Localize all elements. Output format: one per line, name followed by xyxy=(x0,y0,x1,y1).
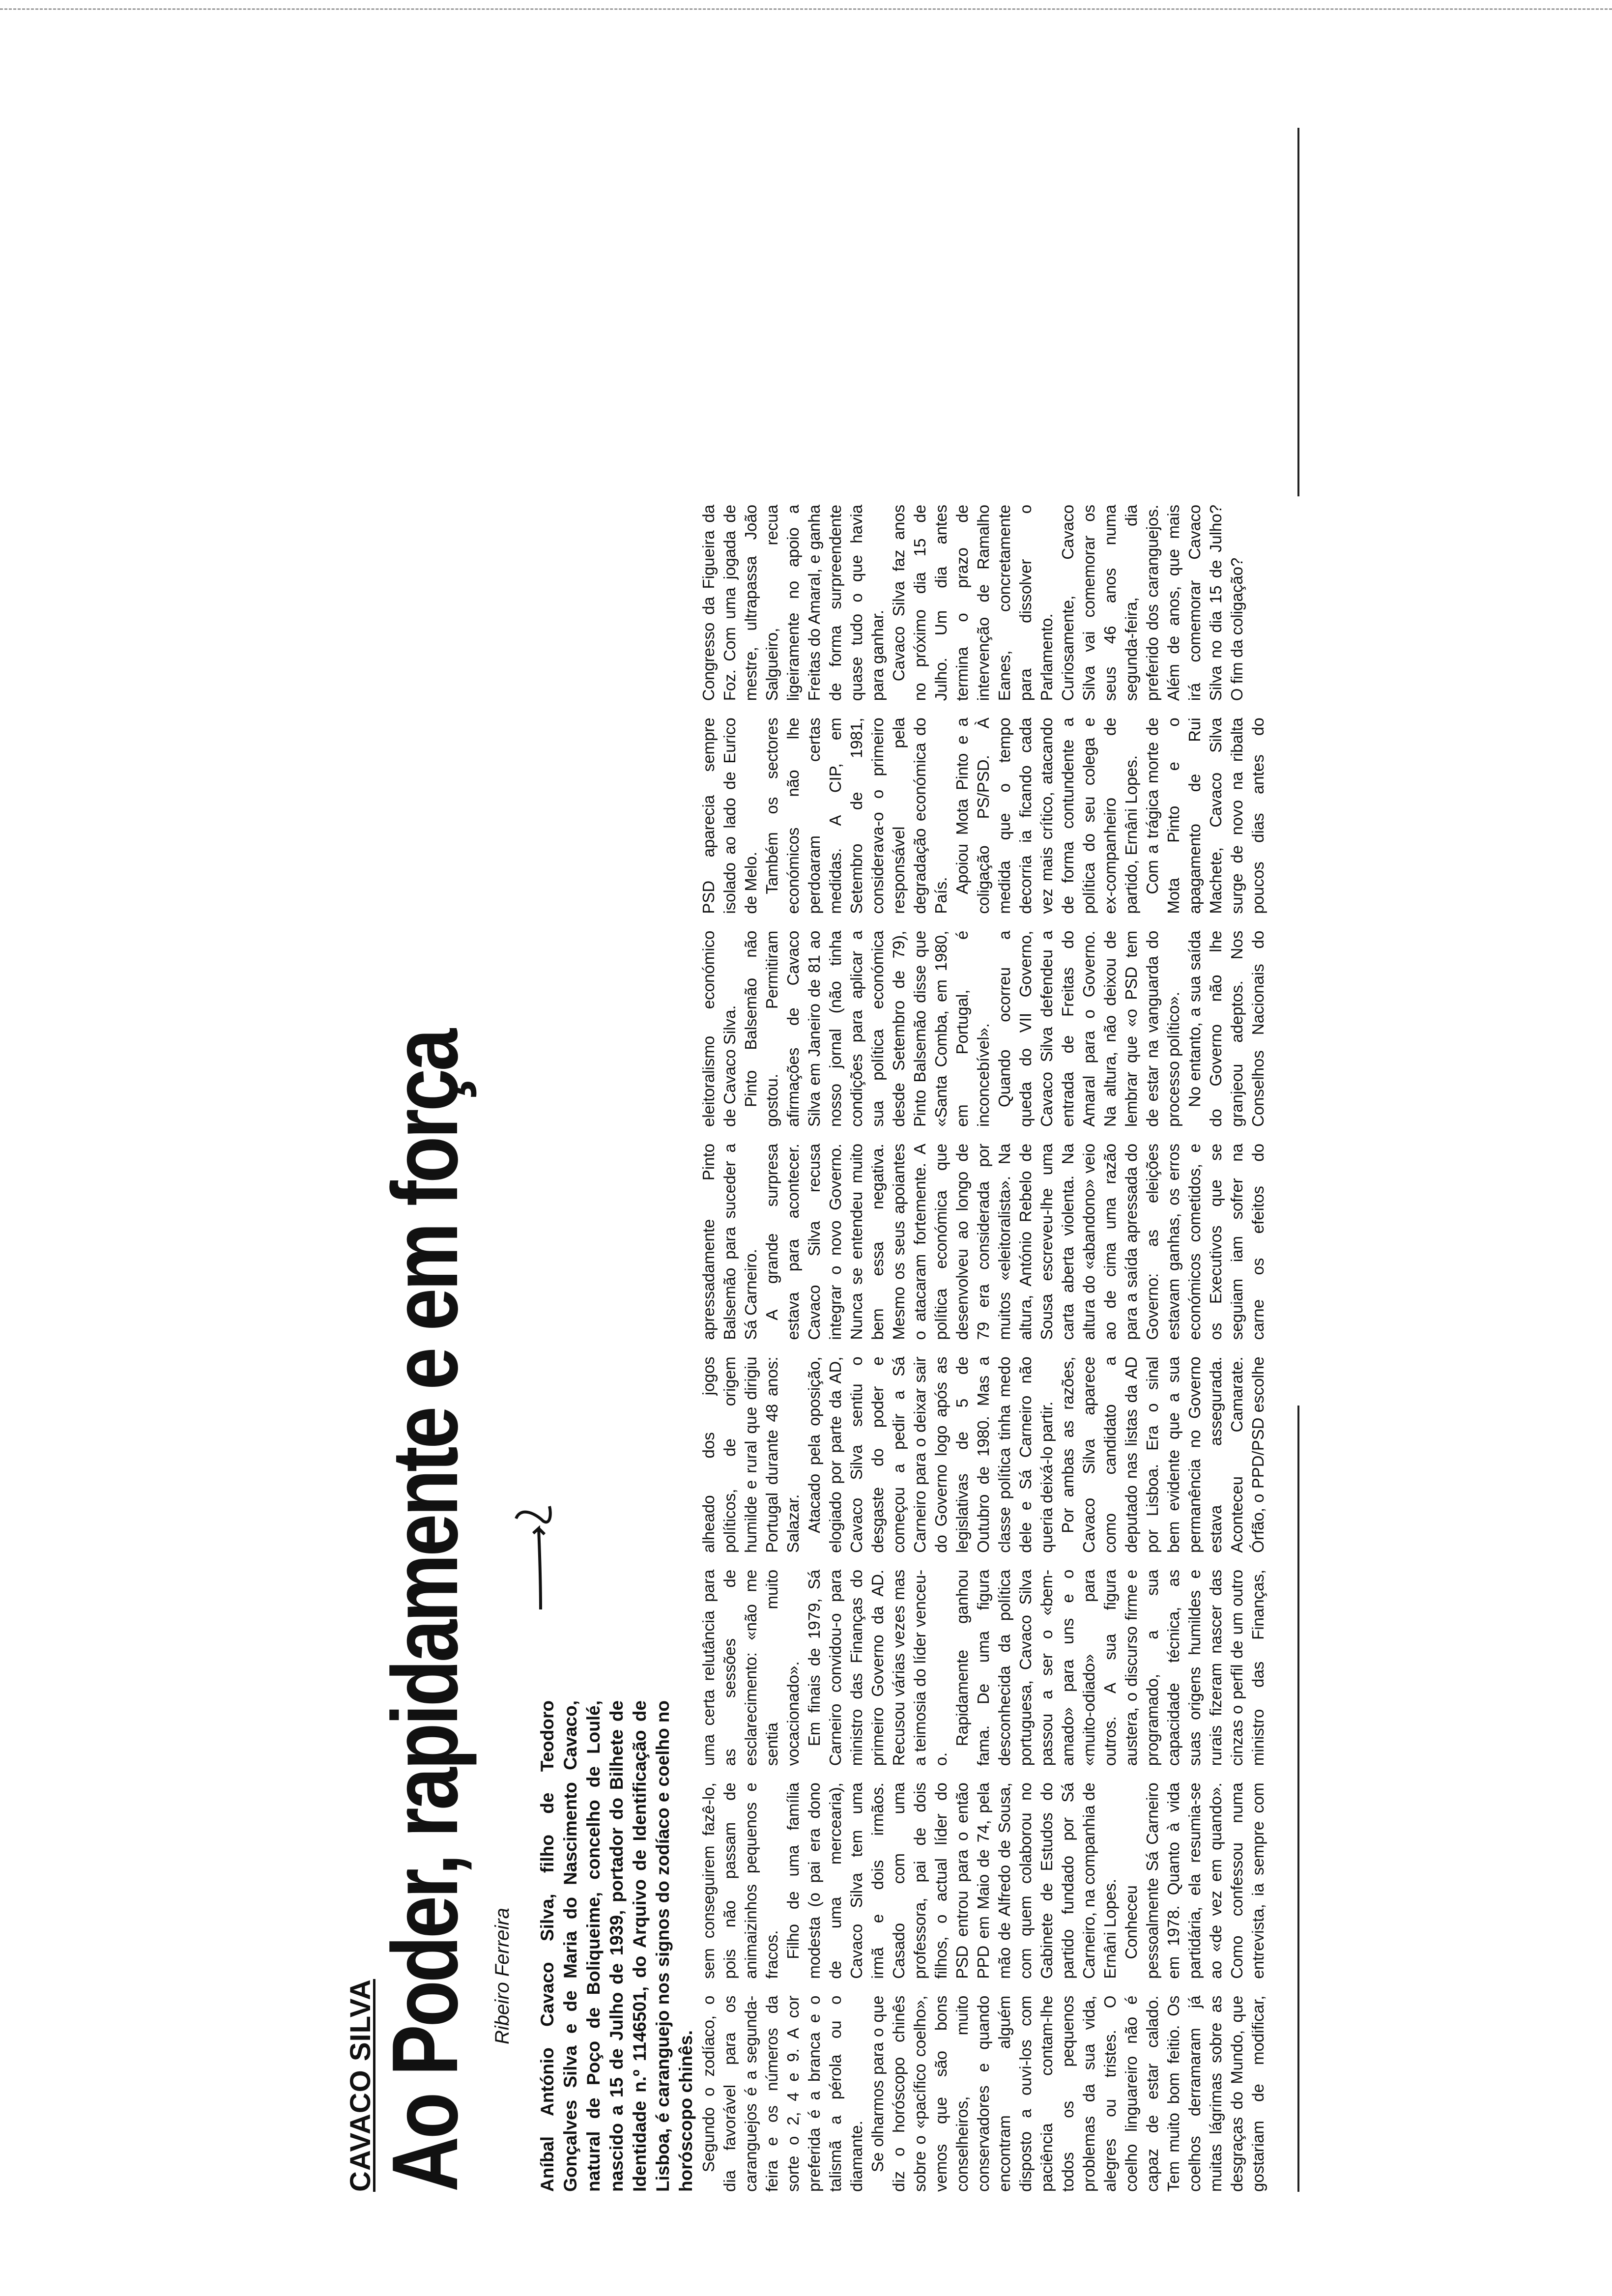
body-paragraph: Apoiou Mota Pinto e a coligação PS/PSD. À medida que o tempo decorria ia ficando cada vez mais crítico, atacando de forma contundente a política do seu colega e ex-companheiro de partido, Ernâni Lopes. xyxy=(953,718,1140,914)
handwritten-mark-icon xyxy=(506,1504,555,1612)
page-top-edge xyxy=(0,0,1612,10)
body-paragraph: Em finais de 1979, Sá Carneiro convidou-o para ministro das Finanças do primeiro Governo da AD. Recusou várias vezes mas a teimosia do líder venceu-o. xyxy=(805,1569,950,1766)
article-headline: Ao Poder, rapidamente e em força xyxy=(373,1031,477,2192)
article-kicker: CAVACO SILVA xyxy=(345,1979,376,2192)
body-paragraph: Pinto Balsemão não gostou. Permitiram afirmações de Cavaco Silva em Janeiro de 81 ao nosso jornal (não tinha condições para aplicar a sua política económica desde Setembro de 79), Pinto Balsemão disse que «Santa Comba, em 1980, em Portugal, é inconcebível». xyxy=(742,930,992,1127)
body-paragraph: Por ambas as razões, Cavaco Silva aparece como candidato a deputado nas listas da AD por Lisboa. Era o sinal bem evidente que a sua permanência no Governo estava assegurada. Aconteceu Camarate. Órfão, o PPD/PSD escolhe apressadamente Pinto Balsemão para suceder a Sá Carneiro. xyxy=(699,1144,1267,1553)
body-paragraph: Com a trágica morte de Mota Pinto e o apagamento de Rui Machete, Cavaco Silva surge de novo na ribalta poucos dias antes do Congresso da Figueira da Foz. Com uma jogada de mestre, ultrapassa João Salgueiro, recua ligeiramente no apoio a Freitas do Amaral, e ganha de forma surpreendente quase tudo o que havia para ganhar. xyxy=(699,504,1267,914)
body-paragraph: Segundo o zodíaco, o dia favorável para os caranguejos é a segunda-feira e os números da sorte o 2, 4 e 9. A cor preferida é a branca e o talismã a pérola ou o diamante. xyxy=(699,1995,865,2192)
bottom-rule xyxy=(1297,1406,1299,2192)
body-paragraph: Rapidamente ganhou fama. De uma figura desconhecida da política portuguesa, Cavaco Silva passou a ser o «bem-amado» para uns e o «muito-odiado» para outros. A sua figura austera, o discurso firme e programado, a sua capacidade técnica, as suas origens humildes e rurais fizeram nascer das cinzas o perfil de um outro ministro das Finanças, alheado dos jogos políticos, de origem humilde e rural que dirigiu Portugal durante 48 anos: Salazar. xyxy=(699,1356,1267,1766)
newspaper-article xyxy=(344,79,1327,2192)
body-paragraph: Se olharmos para o que diz o horóscopo chinês sobre o «pacífico coelho», vemos que são bons conselheiros, muito conservadores e quando encontram alguém disposto a ouvi-los com paciência contam-lhe todos os pequenos problemas da sua vida, alegres ou tristes. O coelho linguareiro não é capaz de estar calado. Tem muito bom feitio. Os coelhos derramaram já muitas lágrimas sobre as desgraças do Mundo, que gostariam de modificar, sem conseguirem fazê-lo, pois não passam de animaizinhos pequenos e fracos. xyxy=(699,1782,1267,2192)
article-lead: Aníbal António Cavaco Silva, filho de Teodoro Gonçalves Silva e de Maria do Nascimento Cavaco, natural de Poço de Boliqueime, concelho de Loulé, nascido a 15 de Julho de 1939, portador do Bilhete de Identidade n.º 1146501, do Arquivo de Identificação de Lisboa, é caranguejo nos signos do zodíaco e coelho no horóscopo chinês. xyxy=(537,1700,696,2192)
body-paragraph: Atacado pela oposição, elogiado por parte da AD, Cavaco Silva sentiu o desgaste do poder e começou a pedir a Sá Carneiro para o deixar sair do Governo logo após as legislativas de 5 de Outubro de 1980. Mas a classe política tinha medo dele e Sá Carneiro não queria deixá-lo partir. xyxy=(805,1356,1056,1553)
body-paragraph: Filho de uma família modesta (o pai era dono de uma mercearia), Cavaco Silva tem uma irmã e dois irmãos. Casado com uma professora, pai de dois filhos, o actual líder do PSD entrou para o então PPD em Maio de 74, pela mão de Alfredo de Sousa, com quem colaborou no Gabinete de Estudos do partido fundado por Sá Carneiro, na companhia de Ernâni Lopes. xyxy=(784,1782,1119,1979)
article-body xyxy=(698,79,1288,2192)
body-paragraph: Também os sectores económicos não lhe perdoaram certas medidas. A CIP, em Setembro de 1981, considerava-o o primeiro responsável pela degradação económica do País. xyxy=(763,718,950,914)
body-paragraph: Quando ocorreu a queda do VII Governo, Cavaco Silva defendeu a entrada de Freitas do Amaral para o Governo. Na altura, não deixou de lembrar que «o PSD tem de estar na vanguarda do processo político». xyxy=(995,930,1182,1127)
body-paragraph: Cavaco Silva faz anos no próximo dia 15 de Julho. Um dia antes termina o prazo de intervenção de Ramalho Eanes, concretamente para dissolver o Parlamento. Curiosamente, Cavaco Silva vai comemorar os seus 46 anos numa segunda-feira, dia preferido dos caranguejos. Além de anos, que mais irá comemorar Cavaco Silva no dia 15 de Julho? O fim da coligação? xyxy=(890,504,1246,701)
end-rule xyxy=(1297,128,1299,496)
body-paragraph: A grande surpresa estava para acontecer. Cavaco Silva recusa integrar o novo Governo. Nunca se entendeu muito bem essa negativa. Mesmo os seus apoiantes o atacaram fortemente. A política económica que desenvolveu ao longo de 79 era considerada por muitos «eleitoralista». Na altura, António Rebelo de Sousa escreveu-lhe uma carta aberta violenta. Na altura do «abandono» veio ao de cima uma razão para a saída apressada do Governo: as eleições estavam ganhas, os erros económicos cometidos, e os Executivos que se seguiam iam sofrer na carne os efeitos do eleitoralismo económico de Cavaco Silva. xyxy=(699,930,1267,1340)
article-byline: Ribeiro Ferreira xyxy=(491,1908,513,2044)
body-paragraph: Conheceu pessoalmente Sá Carneiro em 1978. Quanto à vida partidária, ela resumia-se ao «de vez em quando». Como confessou numa entrevista, ia sempre com uma certa relutância para as sessões de esclarecimento: «não me sentia muito vocacionado». xyxy=(699,1569,1267,1979)
body-paragraph: No entanto, a sua saída do Governo não lhe granjeou adeptos. Nos Conselhos Nacionais do PSD aparecia sempre isolado ao lado de Eurico de Melo. xyxy=(699,718,1267,1127)
